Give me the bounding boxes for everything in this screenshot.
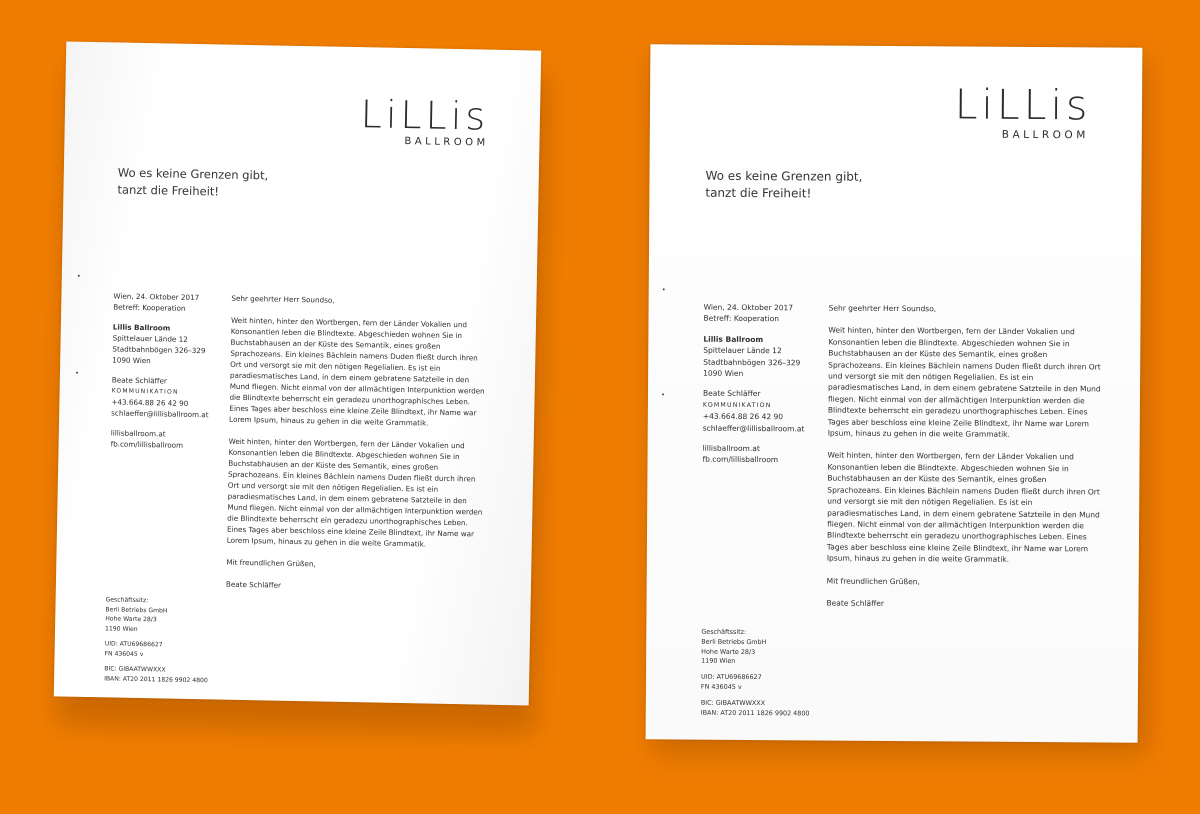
body-paragraph-1: Weit hinten, hinter den Wortbergen, fern der Länder Vokalien und Konsonantien leben die Blindtexte. Abgeschieden wohnen Sie in Buchstabhausen an der Küste des Semantik, eines großen Sprachozeans. Ein kleines Bächlein namens Duden fließt durch ihren Ort und versorgt sie mit den nötigen Regelialien. Es ist ein paradiesmatisches Land, in dem einem gebratene Satzteile in den Mund fliegen. Nicht einmal von der allmächtigen Interpunktion werden die Blindtexte beherrscht ein geradezu unorthographisches Leben. Eines Tages aber beschloss eine kleine Zeile Blindtext, ihr Name war Lorem Ipsum, hinaus zu gehen in die weite Grammatik. [229,315,485,428]
footer-heading: Geschäftssitz: [105,596,149,605]
tagline-line-2: tanzt die Freiheit! [705,186,812,201]
contact-name: Beate Schläffer [111,375,168,386]
sender-street: Spittelauer Lände 12 [112,333,188,344]
letter-body [826,303,1103,622]
footer-street: Hohe Warte 28/3 [105,615,157,624]
lillis-logo [354,92,495,149]
logo-wordmark: LiLLis [360,92,490,139]
tagline-line-1: Wo es keine Grenzen gibt, [117,165,269,183]
fold-mark [78,275,80,277]
sender-street-2: Stadtbahnbögen 326–329 [112,344,206,356]
sender-city: 1090 Wien [112,355,151,366]
sender-block [702,302,821,467]
footer-company: Berli Betriebs GmbH [105,605,168,615]
footer-block [104,595,256,686]
contact-role: KOMMUNIKATION [111,387,179,396]
salutation: Sehr geehrter Herr Soundso, [828,303,937,314]
signature: Beate Schläffer [225,579,282,590]
sender-street-2: Stadtbahnbögen 326–329 [703,357,801,367]
footer-uid: UID: ATU69686627 [104,640,163,649]
footer-iban: IBAN: AT20 2011 1826 9902 4800 [700,708,810,717]
facebook: fb.com/lillisballroom [110,439,184,450]
closing: Mit freundlichen Grüßen, [826,576,920,586]
fold-mark [76,372,78,374]
letter-date: Wien, 24. Oktober 2017 [113,291,200,303]
tagline-line-1: Wo es keine Grenzen gibt, [705,168,863,184]
footer-uid: UID: ATU69686627 [700,672,762,682]
letter-subject: Betreff: Kooperation [113,302,186,313]
signature: Beate Schläffer [826,598,885,608]
tagline [705,168,862,204]
letter-body [226,293,487,606]
logo-wordmark: LiLLis [954,80,1092,130]
contact-phone: +43.664.88 26 42 90 [702,411,784,422]
footer-heading: Geschäftssitz: [701,627,747,636]
body-paragraph-2: Weit hinten, hinter den Wortbergen, fern der Länder Vokalien und Konsonantien leben die Blindtexte. Abgeschieden wohnen Sie in Buchstabhausen an der Küste des Semantik, eines großen Sprachozeans. Ein kleines Bächlein namens Duden fließt durch ihren Ort und versorgt sie mit den nötigen Regelialien. Es ist ein paradiesmatisches Land, in dem einem gebratene Satzteile in den Mund fliegen. Nicht einmal von der allmächtigen Interpunktion werden die Blindtexte beherrscht ein geradezu unorthographisches Leben. Eines Tages aber beschloss eine kleine Zeile Blindtext, ihr Name war Lorem Ipsum, hinaus zu gehen in die weite Grammatik. [826,451,1100,564]
body-paragraph-1: Weit hinten, hinter den Wortbergen, fern der Länder Vokalien und Konsonantien leben die Blindtexte. Abgeschieden wohnen Sie in Buchstabhausen an der Küste des Semantik, eines großen Sprachozeans. Ein kleines Bächlein namens Duden fließt durch ihren Ort und versorgt sie mit den nötigen Regelialien. Es ist ein paradiesmatisches Land, in dem einem gebratene Satzteile in den Mund fliegen. Nicht einmal von der allmächtigen Interpunktion werden die Blindtexte beherrscht ein geradezu unorthographisches Leben. Eines Tages aber beschloss eine kleine Zeile Blindtext, ihr Name war Lorem Ipsum, hinaus zu gehen in die weite Grammatik. [827,325,1101,439]
lillis-logo [948,80,1098,142]
footer-company: Berli Betriebs GmbH [701,637,767,646]
fold-mark [662,393,664,395]
logo-subtitle: BALLROOM [1001,128,1089,142]
tagline [117,165,268,201]
contact-role: KOMMUNIKATION [702,401,772,409]
footer-street: Hohe Warte 28/3 [701,647,756,656]
footer-block [701,628,852,719]
closing: Mit freundlichen Grüßen, [226,557,316,569]
logo-subtitle: BALLROOM [404,136,489,149]
fold-mark [663,288,665,290]
sender-block [111,290,226,451]
website: lillisballroom.at [702,443,760,454]
sender-company: Lillis Ballroom [703,334,764,344]
footer-bic: BIC: GIBAATWWXXX [104,665,166,674]
letterhead-sheet-right [646,44,1143,742]
contact-email: schlaeffer@lillisballroom.at [111,408,209,420]
sender-city: 1090 Wien [703,368,744,378]
footer-city: 1190 Wien [105,624,138,633]
contact-name: Beate Schläffer [702,389,761,399]
letterhead-sheet-left [54,42,541,706]
contact-email: schlaeffer@lillisballroom.at [702,423,805,434]
website: lillisballroom.at [110,428,166,439]
tagline-line-2: tanzt die Freiheit! [117,182,220,199]
footer-fn: FN 436045 v [700,682,742,691]
facebook: fb.com/lillisballroom [702,455,779,465]
sender-company: Lillis Ballroom [112,322,171,333]
footer-fn: FN 436045 v [104,649,144,658]
body-paragraph-2: Weit hinten, hinter den Wortbergen, fern der Länder Vokalien und Konsonantien leben die Blindtexte. Abgeschieden wohnen Sie in Buchstabhausen an der Küste des Semantik, eines großen Sprachozeans. Ein kleines Bächlein namens Duden fließt durch ihren Ort und versorgt sie mit den nötigen Regelialien. Es ist ein paradiesmatisches Land, in dem einem gebratene Satzteile in den Mund fliegen. Nicht einmal von der allmächtigen Interpunktion werden die Blindtexte beherrscht ein geradezu unorthographisches Leben. Eines Tages aber beschloss eine kleine Zeile Blindtext, ihr Name war Lorem Ipsum, hinaus zu gehen in die weite Grammatik. [226,436,483,549]
salutation: Sehr geehrter Herr Soundso, [231,293,335,305]
footer-bic: BIC: GIBAATWWXXX [700,698,766,707]
footer-iban: IBAN: AT20 2011 1826 9902 4800 [104,674,208,684]
contact-phone: +43.664.88 26 42 90 [111,397,189,408]
letter-date: Wien, 24. Oktober 2017 [703,302,794,313]
sender-street: Spittelauer Lände 12 [703,345,782,356]
footer-city: 1190 Wien [701,657,736,666]
letter-subject: Betreff: Kooperation [703,314,780,324]
